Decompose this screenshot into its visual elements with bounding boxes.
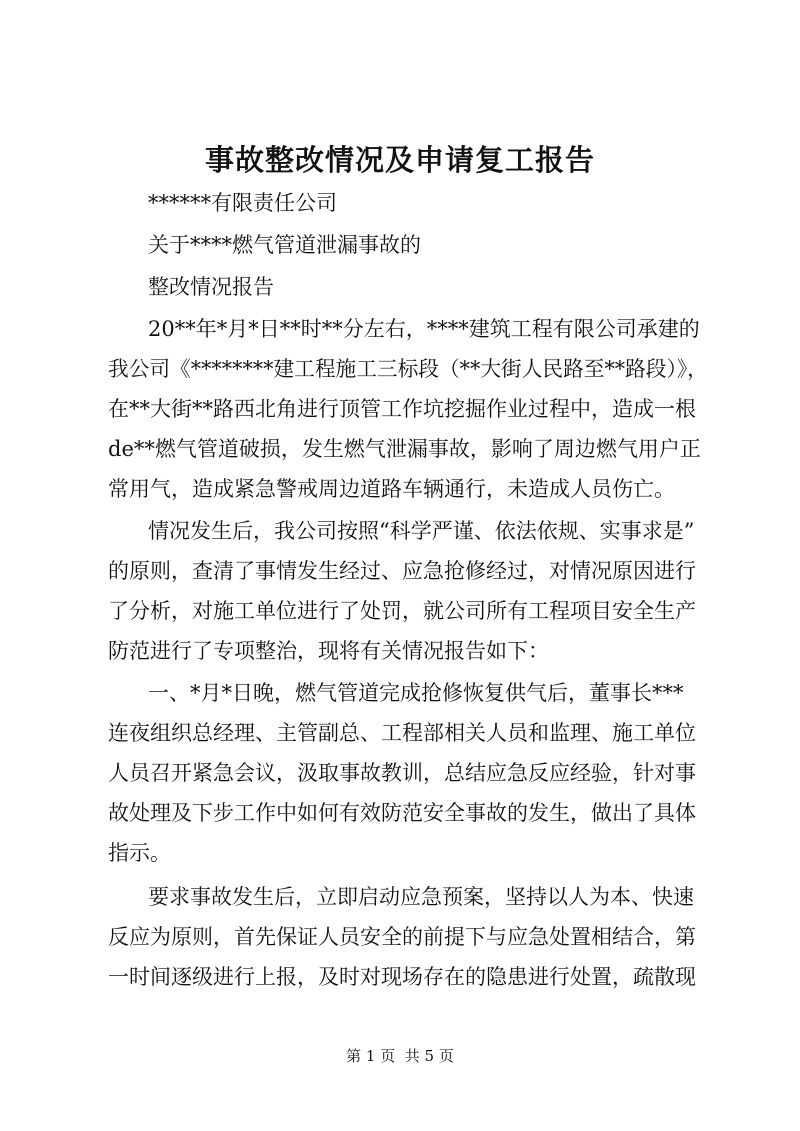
paragraph-line: 常用气，造成紧急警戒周边道路车辆通行，未造成人员伤亡。 xyxy=(108,477,675,501)
paragraph-line: 一时间逐级进行上报，及时对现场存在的隐患进行处置，疏散现 xyxy=(108,965,696,989)
paragraph-line: de**燃气管道破损，发生燃气泄漏事故，影响了周边燃气用户正 xyxy=(108,437,701,461)
paragraph-line: 指示。 xyxy=(108,841,171,865)
paragraph-line: 20**年*月*日**时**分左右，****建筑工程有限公司承建的 xyxy=(148,317,700,341)
paragraph-line: 连夜组织总经理、主管副总、工程部相关人员和监理、施工单位 xyxy=(108,721,696,745)
document-title: 事故整改情况及申请复工报告 xyxy=(204,143,595,177)
paragraph-line: 在**大街**路西北角进行顶管工作坑挖掘作业过程中，造成一根 xyxy=(108,397,696,421)
page-indicator: 第 1 页 共 5 页 xyxy=(346,1047,454,1065)
paragraph-line: 一、*月*日晚，燃气管道完成抢修恢复供气后，董事长*** xyxy=(148,681,684,705)
paragraph-line: 反应为原则，首先保证人员安全的前提下与应急处置相结合，第 xyxy=(108,925,696,949)
paragraph-line: 了分析，对施工单位进行了处罚，就公司所有工程项目安全生产 xyxy=(108,599,696,623)
paragraph-line: 故处理及下步工作中如何有效防范安全事故的发生，做出了具体 xyxy=(108,801,696,825)
addressee-line: ******有限责任公司 xyxy=(148,191,337,215)
subject-line: 关于****燃气管道泄漏事故的 xyxy=(148,233,421,257)
subject-line: 整改情况报告 xyxy=(148,275,274,299)
paragraph-line: 的原则，查清了事情发生经过、应急抢修经过，对情况原因进行 xyxy=(108,559,696,583)
paragraph-line: 我公司《********建工程施工三标段（**大街人民路至**路段）》， xyxy=(108,357,708,381)
paragraph-line: 人员召开紧急会议，汲取事故教训，总结应急反应经验，针对事 xyxy=(108,761,696,785)
paragraph-line: 情况发生后，我公司按照“科学严谨、依法依规、实事求是” xyxy=(148,519,695,543)
paragraph-line: 防范进行了专项整治，现将有关情况报告如下： xyxy=(108,639,549,663)
paragraph-line: 要求事故发生后，立即启动应急预案，坚持以人为本、快速 xyxy=(148,885,694,909)
